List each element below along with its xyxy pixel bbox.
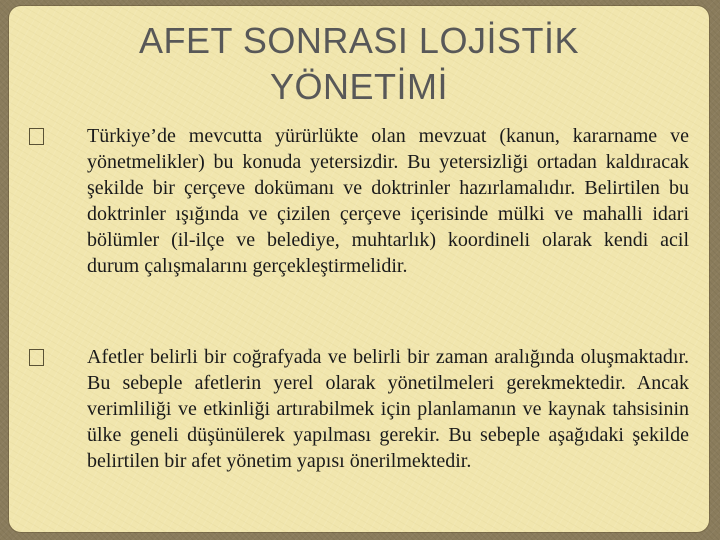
paragraph-2 — [29, 344, 689, 474]
paragraph-2-text: Afetler belirli bir coğrafyada ve belirli bir zaman aralığında oluşmaktadır. Bu sebeple afetlerin yerel olarak yönetilmeleri gerekmektedir. Ancak verimliliği ve etkinliği artırabilmek için planlamanın ve kaynak tahsisinin ülke geneli düşünülerek yapılması gerekir. Bu sebeple aşağıdaki şekilde belirtilen bir afet yönetim yapısı önerilmektedir. — [87, 346, 689, 472]
checkbox-bullet-icon — [29, 128, 44, 145]
checkbox-bullet-icon — [29, 349, 44, 366]
slide-title — [49, 18, 669, 110]
title-line-2: YÖNETİMİ — [269, 66, 448, 107]
title-line-1: AFET SONRASI LOJİSTİK — [139, 20, 579, 61]
paragraph-1-text: Türkiye’de mevcutta yürürlükte olan mevzuat (kanun, kararname ve yönetmelikler) bu konuda yetersizdir. Bu yetersizliği ortadan kaldıracak şekilde bir çerçeve dokümanı ve doktrinler hazırlamalıdır. Belirtilen bu doktrinler ışığında ve çizilen çerçeve içerisinde mülki ve mahalli idari bölümler (il-ilçe ve belediye, muhtarlık) koordineli olarak kendi acil durum çalışmalarını gerçekleştirmelidir. — [87, 125, 689, 277]
paragraph-1 — [29, 123, 689, 279]
slide-panel — [9, 6, 709, 532]
